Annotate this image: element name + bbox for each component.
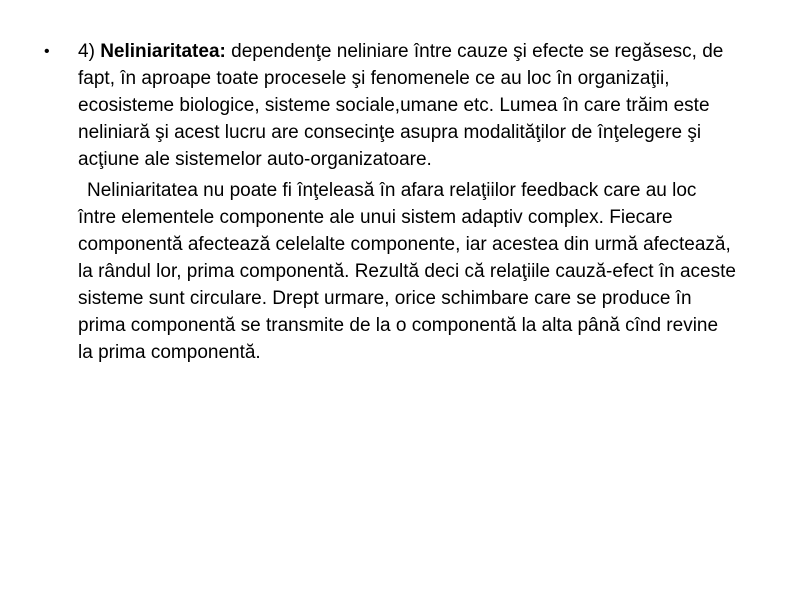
bullet-icon: •: [44, 43, 50, 60]
item-number: 4): [78, 41, 101, 62]
paragraph-first-text: dependenţe neliniare între cauze şi efecte se regăsesc, de fapt, în aproape toate procesele şi fenomenele ce au loc în organizaţii, ecosisteme biologice, sisteme sociale,umane etc. Lumea în care trăim este neliniară şi acest lucru are consecinţe asupra modalităţilor de înţelegere şi acţiune ale sistemelor auto-organizatoare.: [78, 41, 724, 170]
term-heading: Neliniaritatea:: [100, 41, 226, 62]
paragraph-first: [78, 38, 738, 173]
bullet-item: [44, 38, 764, 173]
paragraph-second: Neliniaritatea nu poate fi înţeleasă în afara relaţiilor feedback care au loc între elementele componente ale unui sistem adaptiv complex. Fiecare componentă afectează celelalte componente, iar acestea din urmă afectează, la rândul lor, prima componentă. Rezultă deci că relaţiile cauză-efect în aceste sisteme sunt circulare. Drept urmare, orice schimbare care se produce în prima componentă se transmite de la o componentă la alta până cînd revine la prima componentă.: [78, 180, 736, 363]
slide-content: [44, 38, 764, 366]
